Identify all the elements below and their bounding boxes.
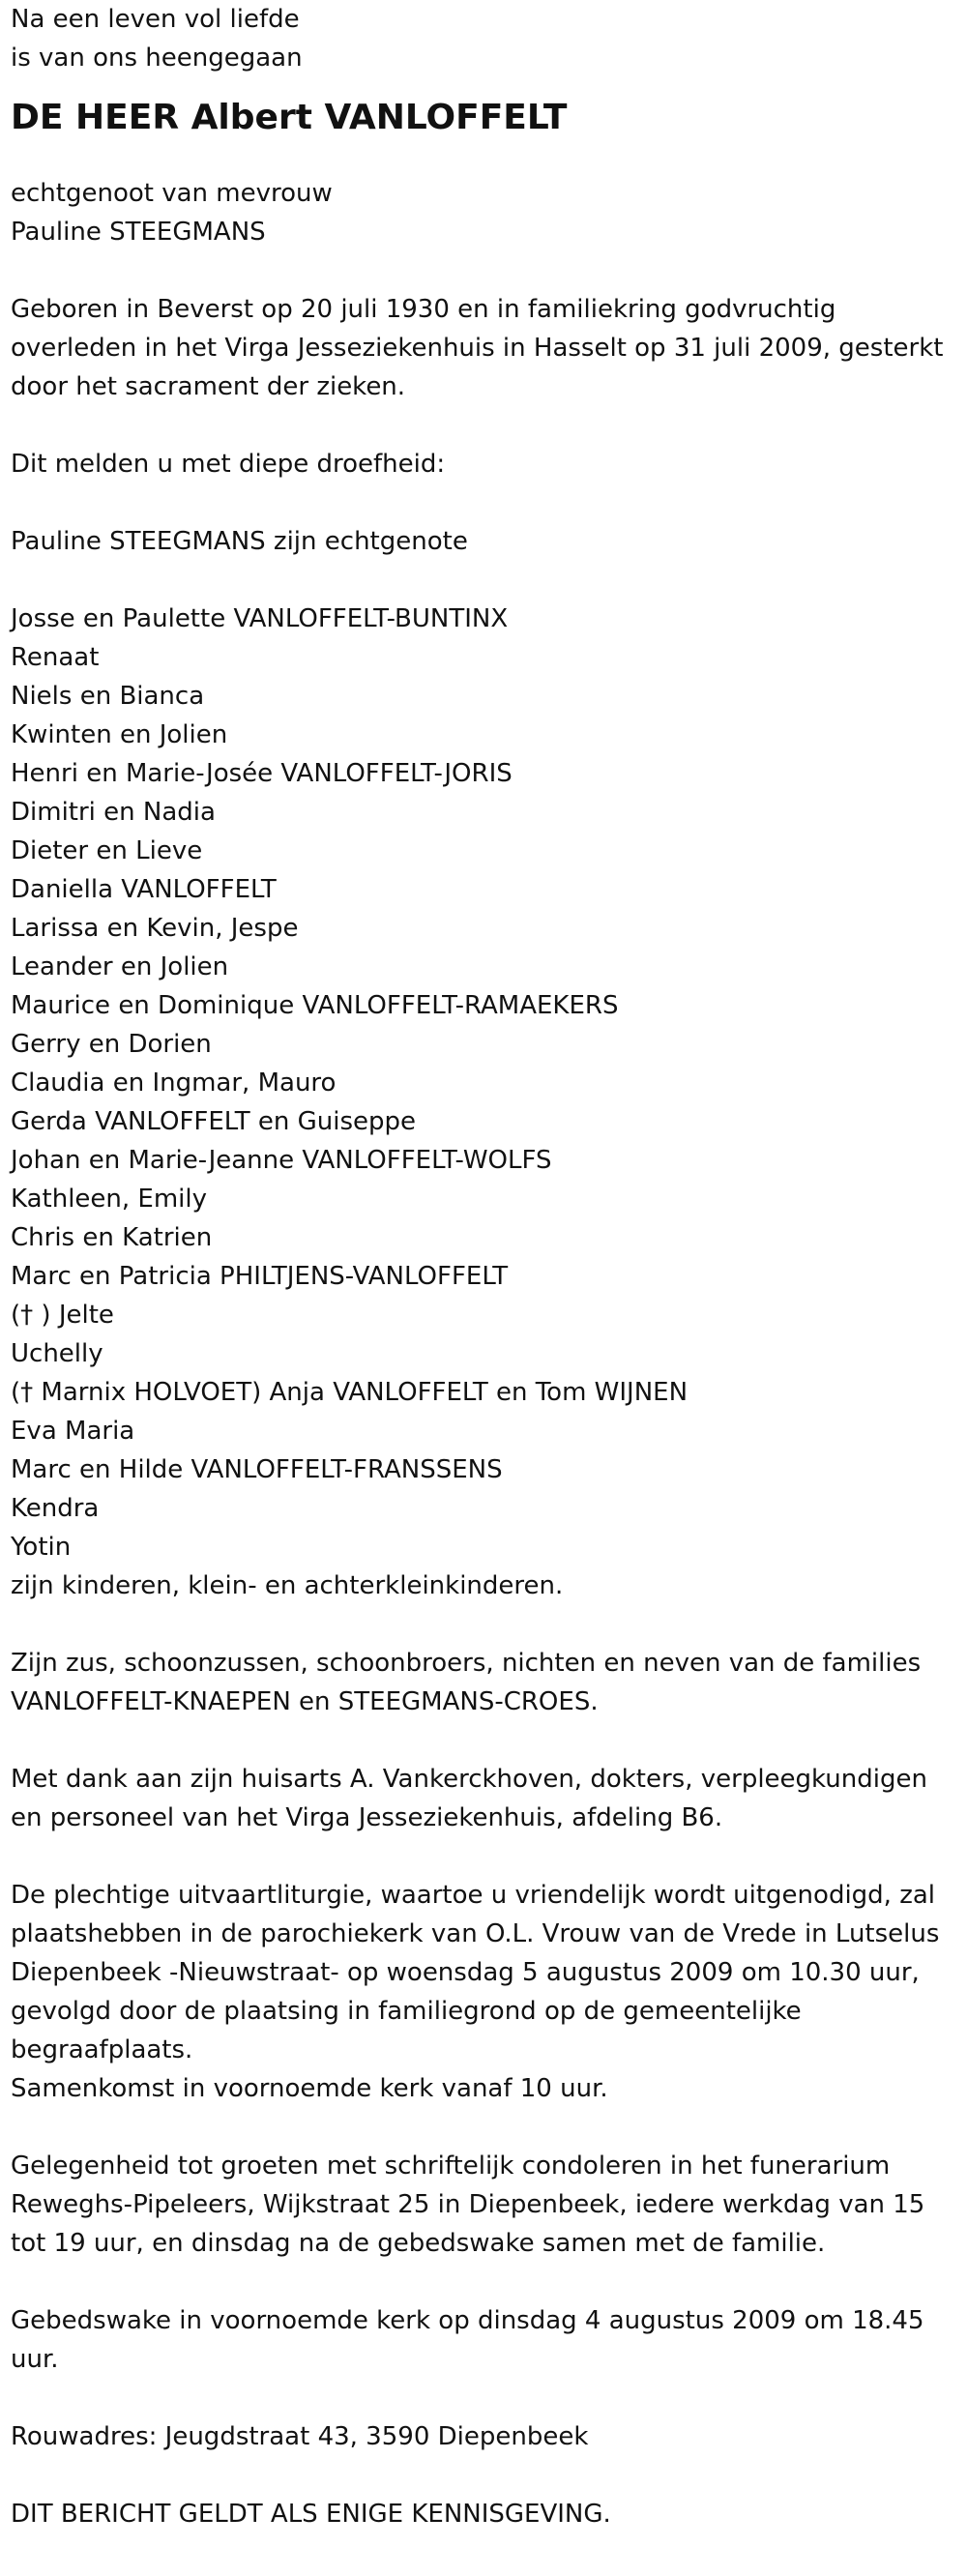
closing-notice: DIT BERICHT GELDT ALS ENIGE KENNISGEVING. xyxy=(11,2500,611,2529)
intro-line: Na een leven vol liefde xyxy=(11,5,300,34)
paragraph-line: Gelegenheid tot groeten met schriftelijk condoleren in het funerarium xyxy=(11,2152,891,2181)
spouse-block xyxy=(11,174,953,251)
spouse-line: Pauline STEEGMANS xyxy=(11,218,266,247)
paragraph-line: Met dank aan zijn huisarts A. Vankerckhoven, dokters, verpleegkundigen xyxy=(11,1765,927,1794)
paragraph-line: VANLOFFELT-KNAEPEN en STEEGMANS-CROES. xyxy=(11,1687,599,1716)
paragraph-line: tot 19 uur, en dinsdag na de gebedswake samen met de familie. xyxy=(11,2229,826,2258)
deceased-name: DE HEER Albert VANLOFFELT xyxy=(11,98,568,137)
paragraph-line: begraafplaats. xyxy=(11,2035,193,2064)
condolence-paragraph xyxy=(11,2147,953,2263)
family-member: Marc en Patricia PHILTJENS-VANLOFFELT xyxy=(11,1262,509,1291)
paragraph-line: Zijn zus, schoonzussen, schoonbroers, nichten en neven van de families xyxy=(11,1649,922,1678)
intro-block xyxy=(11,0,953,77)
paragraph-line: Reweghs-Pipeleers, Wijkstraat 25 in Diepenbeek, iedere werkdag van 15 xyxy=(11,2190,925,2219)
paragraph-line: en personeel van het Virga Jesseziekenhuis, afdeling B6. xyxy=(11,1803,723,1832)
family-member: Johan en Marie-Jeanne VANLOFFELT-WOLFS xyxy=(11,1146,552,1175)
paragraph-line: overleden in het Virga Jesseziekenhuis in Hasselt op 31 juli 2009, gesterkt xyxy=(11,334,944,363)
thanks-paragraph xyxy=(11,1760,953,1837)
paragraph-line: Geboren in Beverst op 20 juli 1930 en in familiekring godvruchtig xyxy=(11,295,836,324)
family-member: Renaat xyxy=(11,643,100,672)
funeral-paragraph xyxy=(11,1876,953,2108)
paragraph-line: Gebedswake in voornoemde kerk op dinsdag 4 augustus 2009 om 18.45 xyxy=(11,2306,924,2335)
family-member: Kendra xyxy=(11,1494,100,1523)
obituary-notice xyxy=(11,0,953,2533)
paragraph-line: Diepenbeek -Nieuwstraat- op woensdag 5 augustus 2009 om 10.30 uur, xyxy=(11,1958,920,1987)
family-member: Henri en Marie-Josée VANLOFFELT-JORIS xyxy=(11,759,513,788)
family-summary: zijn kinderen, klein- en achterkleinkinderen. xyxy=(11,1571,564,1600)
family-member: Eva Maria xyxy=(11,1417,135,1446)
family-member: Dimitri en Nadia xyxy=(11,798,216,827)
paragraph-line: uur. xyxy=(11,2345,59,2374)
paragraph-line: De plechtige uitvaartliturgie, waartoe u vriendelijk wordt uitgenodigd, zal xyxy=(11,1881,936,1910)
paragraph-line: gevolgd door de plaatsing in familiegrond op de gemeentelijke xyxy=(11,1997,802,2026)
family-member: Niels en Bianca xyxy=(11,682,205,711)
family-list xyxy=(11,600,953,1605)
birth-death-paragraph xyxy=(11,290,953,406)
paragraph-line: plaatshebben in de parochiekerk van O.L. Vrouw van de Vrede in Lutselus xyxy=(11,1919,940,1948)
intro-line: is van ons heengegaan xyxy=(11,44,303,73)
family-member: Dieter en Lieve xyxy=(11,836,203,865)
family-member: Maurice en Dominique VANLOFFELT-RAMAEKERS xyxy=(11,991,619,1020)
family-member: Yotin xyxy=(11,1533,72,1562)
paragraph-line: Samenkomst in voornoemde kerk vanaf 10 uur. xyxy=(11,2074,608,2103)
family-member: Uchelly xyxy=(11,1339,103,1368)
mourning-address: Rouwadres: Jeugdstraat 43, 3590 Diepenbeek xyxy=(11,2422,589,2451)
family-member: Marc en Hilde VANLOFFELT-FRANSSENS xyxy=(11,1455,503,1484)
announcement-line: Dit melden u met diepe droefheid: xyxy=(11,450,446,479)
family-member: Chris en Katrien xyxy=(11,1223,213,1252)
family-member: († Marnix HOLVOET) Anja VANLOFFELT en Tom WIJNEN xyxy=(11,1378,689,1407)
family-member: Josse en Paulette VANLOFFELT-BUNTINX xyxy=(11,604,509,633)
family-member: Larissa en Kevin, Jespe xyxy=(11,914,299,943)
paragraph-line: door het sacrament der zieken. xyxy=(11,372,406,401)
spouse-line: echtgenoot van mevrouw xyxy=(11,179,333,208)
family-member: Leander en Jolien xyxy=(11,952,229,981)
wake-paragraph xyxy=(11,2301,953,2379)
family-member: Kathleen, Emily xyxy=(11,1185,208,1214)
siblings-paragraph xyxy=(11,1644,953,1721)
family-member: Claudia en Ingmar, Mauro xyxy=(11,1068,337,1098)
family-member: Gerry en Dorien xyxy=(11,1030,212,1059)
widow-line: Pauline STEEGMANS zijn echtgenote xyxy=(11,527,468,556)
family-member: Kwinten en Jolien xyxy=(11,720,228,749)
family-member: Daniella VANLOFFELT xyxy=(11,875,277,904)
family-member: († ) Jelte xyxy=(11,1301,114,1330)
family-member: Gerda VANLOFFELT en Guiseppe xyxy=(11,1107,416,1136)
